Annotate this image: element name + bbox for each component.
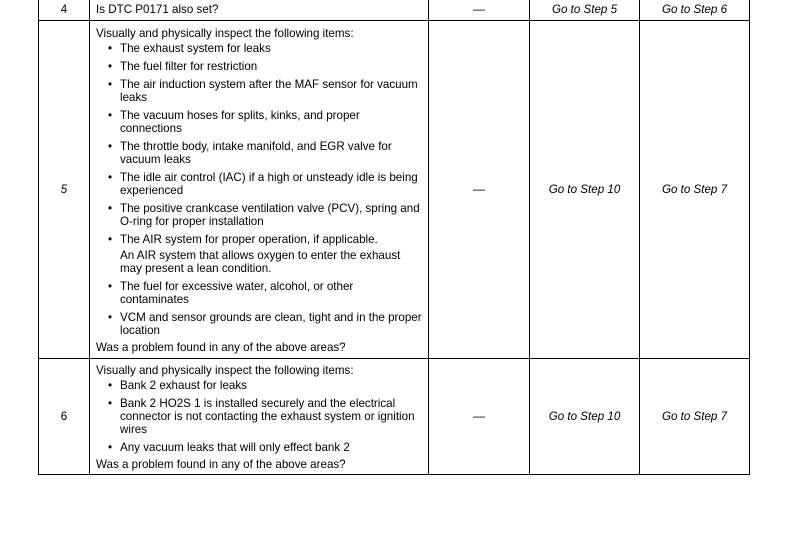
step-intro: Visually and physically inspect the following items: — [96, 27, 354, 40]
list-item-text: The positive crankcase ventilation valve (PCV), spring and O-ring for proper installation — [120, 202, 420, 228]
bullet-icon: • — [108, 60, 113, 73]
yes-goto: Go to Step 10 — [548, 410, 621, 423]
action-cell — [90, 359, 429, 475]
list-item — [96, 379, 422, 392]
step-number-text: 6 — [60, 410, 68, 423]
table-row — [39, 0, 750, 21]
value-cell — [429, 359, 530, 475]
list-item — [96, 140, 422, 166]
inspection-list — [96, 42, 422, 246]
bullet-icon: • — [108, 441, 113, 454]
list-item-text: Any vacuum leaks that will only effect bank 2 — [120, 441, 350, 454]
list-item — [96, 441, 422, 454]
bullet-icon: • — [108, 140, 113, 153]
list-item-text: Bank 2 exhaust for leaks — [120, 379, 247, 392]
step-question: Is DTC P0171 also set? — [96, 2, 219, 16]
no-goto: Go to Step 7 — [661, 183, 728, 196]
list-item-text: The fuel filter for restriction — [120, 60, 258, 73]
bullet-icon: • — [108, 311, 113, 324]
value-dash: — — [473, 409, 485, 423]
list-item-text: The exhaust system for leaks — [120, 42, 271, 55]
list-item — [96, 311, 422, 337]
bullet-icon: • — [108, 280, 113, 293]
table-row — [39, 359, 750, 475]
list-item-text: The throttle body, intake manifold, and EGR valve for vacuum leaks — [120, 140, 392, 166]
bullet-icon: • — [108, 42, 113, 55]
bullet-icon: • — [108, 397, 113, 410]
list-item-text: Bank 2 HO2S 1 is installed securely and the electrical connector is not contacting the exhaust system or ignition wires — [120, 397, 415, 436]
step-number-text: 5 — [60, 183, 68, 196]
no-goto: Go to Step 6 — [661, 2, 728, 16]
no-cell — [640, 0, 750, 21]
no-cell — [640, 359, 750, 475]
table-row — [39, 21, 750, 359]
bullet-icon: • — [108, 171, 113, 184]
no-goto: Go to Step 7 — [661, 410, 728, 423]
bullet-icon: • — [108, 202, 113, 215]
step-number — [39, 0, 90, 21]
list-item-text: The fuel for excessive water, alcohol, or other contaminates — [120, 280, 354, 306]
value-cell — [429, 21, 530, 359]
list-item — [96, 397, 422, 436]
value-dash: — — [473, 182, 485, 196]
list-item — [96, 171, 422, 197]
list-item-text: The idle air control (IAC) if a high or unsteady idle is being experienced — [120, 171, 418, 197]
bullet-icon: • — [108, 379, 113, 392]
step-number-text: 4 — [60, 2, 68, 16]
step-question: Was a problem found in any of the above areas? — [96, 341, 346, 354]
list-item — [96, 60, 422, 73]
yes-goto: Go to Step 5 — [551, 2, 618, 16]
value-dash: — — [473, 1, 485, 16]
no-cell — [640, 21, 750, 359]
list-item-text: The air induction system after the MAF sensor for vacuum leaks — [120, 78, 418, 104]
list-item — [96, 202, 422, 228]
list-item — [96, 280, 422, 306]
list-item — [96, 78, 422, 104]
list-item-text: The AIR system for proper operation, if applicable. — [120, 233, 378, 246]
list-item-text: VCM and sensor grounds are clean, tight and in the proper location — [120, 311, 422, 337]
step-intro: Visually and physically inspect the following items: — [96, 364, 354, 377]
yes-cell — [530, 0, 640, 21]
diagnostic-table — [38, 0, 750, 475]
bullet-icon: • — [108, 78, 113, 91]
yes-cell — [530, 359, 640, 475]
bullet-icon: • — [108, 109, 113, 122]
step-question: Was a problem found in any of the above areas? — [96, 458, 346, 471]
yes-goto: Go to Step 10 — [548, 183, 621, 196]
list-item-text: The vacuum hoses for splits, kinks, and proper connections — [120, 109, 360, 135]
inspection-list — [96, 379, 422, 454]
value-cell — [429, 0, 530, 21]
step-number — [39, 359, 90, 475]
air-system-note: An AIR system that allows oxygen to enter the exhaust may present a lean condition. — [120, 249, 401, 275]
list-item — [96, 233, 422, 246]
inspection-list-continued — [96, 280, 422, 337]
action-cell — [90, 21, 429, 359]
bullet-icon: • — [108, 233, 113, 246]
list-item — [96, 42, 422, 55]
yes-cell — [530, 21, 640, 359]
list-item — [96, 109, 422, 135]
action-cell — [90, 0, 429, 21]
step-number — [39, 21, 90, 359]
